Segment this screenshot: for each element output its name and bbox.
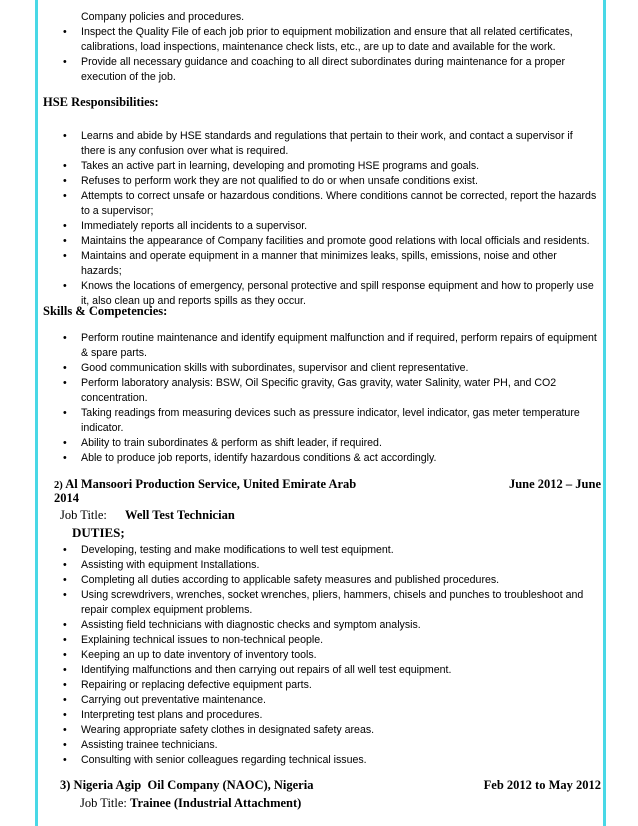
list-item: • Provide all necessary guidance and coaching to all direct subordinates during maintenance for a proper execution of the job. [63, 56, 566, 83]
list-item: • Identifying malfunctions and then carrying out repairs of all well test equipment. [63, 664, 452, 676]
list-item: • Assisting trainee technicians. [63, 739, 218, 751]
list-item: • Inspect the Quality File of each job prior to equipment mobilization and ensure that all related certificates, calibrations, load inspections, maintenance check lists, etc., are up to date and available for the work. [63, 26, 573, 53]
list-item: • Able to produce job reports, identify hazardous conditions & act accordingly. [63, 452, 437, 464]
list-item: • Interpreting test plans and procedures. [63, 709, 263, 721]
continuation-line: Company policies and procedures. [81, 11, 245, 23]
list-item: • Perform laboratory analysis: BSW, Oil Specific gravity, Gas gravity, water Salinity, water PH, and CO2 concentration. [63, 377, 557, 404]
list-item: • Taking readings from measuring devices such as pressure indicator, level indicator, gas meter temperature indicator. [63, 407, 580, 434]
list-item: • Good communication skills with subordinates, supervisor and client representative. [63, 362, 469, 374]
job-title-label: Job Title: [60, 508, 107, 522]
right-page-border [603, 0, 606, 826]
list-item: • Wearing appropriate safety clothes in designated safety areas. [63, 724, 375, 736]
job3-heading: 3) Nigeria Agip Oil Company (NAOC), Nigeria [60, 778, 314, 792]
duties-heading: DUTIES; [72, 525, 125, 540]
job-title-value: Well Test Technician [125, 508, 235, 522]
list-item: • Assisting field technicians with diagnostic checks and symptom analysis. [63, 619, 421, 631]
left-page-border [35, 0, 38, 826]
list-item: • Knows the locations of emergency, personal protective and spill response equipment and how to properly use it, also clean up and reports spills as they occur. [63, 280, 594, 307]
list-item: • Explaining technical issues to non-technical people. [63, 634, 324, 646]
hse-heading: HSE Responsibilities: [43, 95, 159, 109]
list-item: • Attempts to correct unsafe or hazardous conditions. Where conditions cannot be corrected, report the hazards to a supervisor; [63, 190, 597, 217]
job2-company: Al Mansoori Production Service, United Emirate Arab [65, 477, 357, 491]
job3-title-row [80, 796, 301, 811]
list-item: • Carrying out preventative maintenance. [63, 694, 266, 706]
skills-list [63, 331, 597, 466]
list-item: • Refuses to perform work they are not qualified to do or when unsafe conditions exist. [63, 175, 478, 187]
job3-dates: Feb 2012 to May 2012 [483, 778, 601, 792]
job2-company-line [54, 477, 356, 492]
job-title-label: Job Title: [80, 796, 127, 810]
job2-number: 2) [54, 480, 63, 491]
list-item: • Consulting with senior colleagues regarding technical issues. [63, 754, 367, 766]
list-item: • Developing, testing and make modifications to well test equipment. [63, 544, 394, 556]
skills-heading: Skills & Competencies: [43, 304, 168, 318]
job2-dates: June 2012 – June [508, 477, 601, 491]
list-item: • Immediately reports all incidents to a supervisor. [63, 220, 308, 232]
list-item: • Repairing or replacing defective equipment parts. [63, 679, 312, 691]
job2-dates-year: 2014 [54, 491, 79, 505]
hse-list [63, 129, 597, 309]
list-item: • Assisting with equipment Installations. [63, 559, 260, 571]
list-item: • Completing all duties according to applicable safety measures and published procedures. [63, 574, 500, 586]
list-item: • Perform routine maintenance and identify equipment malfunction and if required, perform repairs of equipment & spare parts. [63, 332, 597, 359]
list-item: • Keeping an up to date inventory of inventory tools. [63, 649, 317, 661]
continuation-list [63, 25, 597, 85]
list-item: • Maintains and operate equipment in a manner that minimizes leaks, spills, emissions, noise and other hazards; [63, 250, 557, 277]
list-item: • Learns and abide by HSE standards and regulations that pertain to their work, and contact a supervisor if there is any confusion over what is required. [63, 130, 573, 157]
list-item: • Ability to train subordinates & perform as shift leader, if required. [63, 437, 382, 449]
list-item: • Maintains the appearance of Company facilities and promote good relations with local officials and residents. [63, 235, 590, 247]
duties-list [63, 543, 597, 768]
job2-title-row [60, 508, 235, 523]
job-title-value: Trainee (Industrial Attachment) [130, 796, 302, 810]
list-item: • Using screwdrivers, wrenches, socket wrenches, pliers, hammers, chisels and punches to troubleshoot and repair complex equipment problems. [63, 589, 584, 616]
list-item: • Takes an active part in learning, developing and promoting HSE programs and goals. [63, 160, 480, 172]
